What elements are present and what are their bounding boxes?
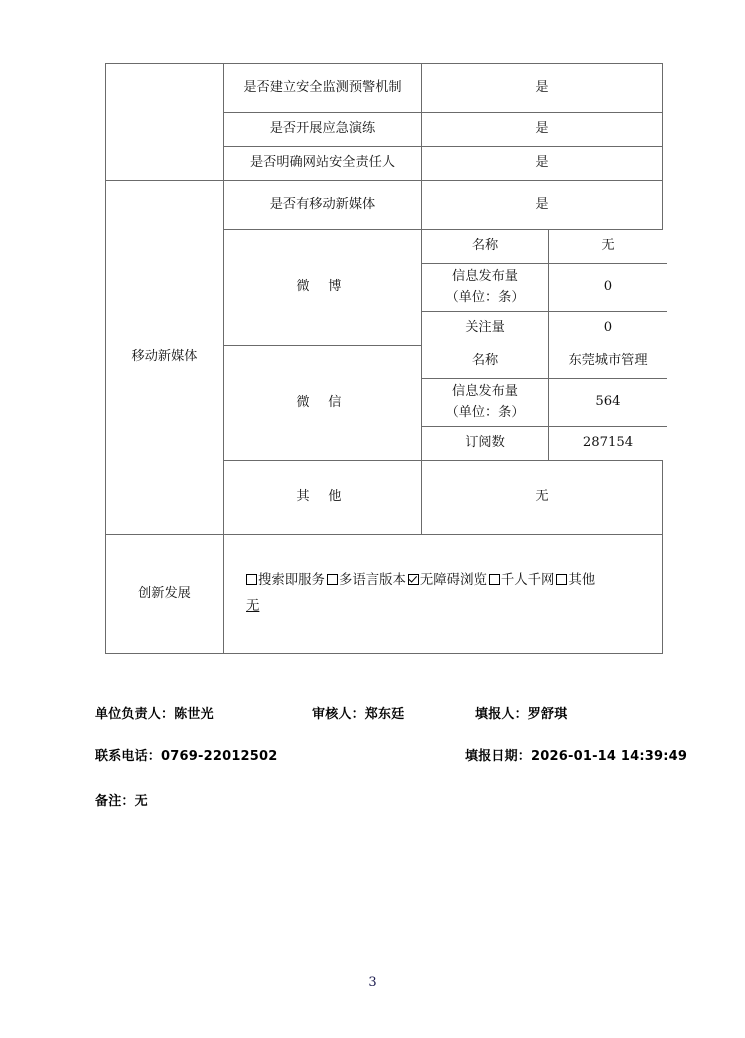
- table-row: [422, 427, 667, 461]
- row-value-security-officer: 是: [422, 147, 663, 181]
- annual-report-table: [105, 63, 663, 654]
- table-row: [106, 64, 663, 113]
- row-label-has-mobile-media: 是否有移动新媒体: [224, 181, 422, 230]
- innovation-other-note: 无: [246, 599, 260, 614]
- weixin-name-value: 东莞城市管理: [549, 345, 668, 379]
- remark-text: 备注：无: [95, 794, 148, 809]
- security-section-blank-cell: [106, 64, 224, 181]
- row-value-security-monitoring: 是: [422, 64, 663, 113]
- row-value-emergency-drill: 是: [422, 113, 663, 147]
- weibo-posts-key: [422, 264, 549, 312]
- row-label-security-officer: 是否明确网站安全责任人: [224, 147, 422, 181]
- innovation-option-other[interactable]: [556, 573, 597, 588]
- weixin-detail-cell: [422, 345, 663, 461]
- innovation-options-list: [224, 568, 662, 620]
- table-row: [422, 312, 667, 346]
- weixin-detail-table: [422, 345, 667, 460]
- checkbox-unchecked-icon[interactable]: [327, 574, 338, 585]
- innovation-options-cell: [224, 535, 663, 654]
- report-date-text: 填报日期：2026-01-14 14:39:49: [465, 749, 688, 764]
- innovation-option-label: 多语言版本: [338, 572, 406, 588]
- innovation-option-label: 其他: [568, 572, 596, 588]
- innovation-option-search-as-service[interactable]: [246, 573, 327, 588]
- innovation-option-accessibility[interactable]: [408, 573, 489, 588]
- weibo-posts-key-line1: 信息发布量: [452, 269, 518, 285]
- unit-leader-text: 单位负责人：陈世光: [95, 707, 214, 722]
- innovation-option-label: 搜索即服务: [258, 572, 325, 588]
- weibo-posts-value: 0: [549, 264, 668, 312]
- weibo-detail-table: [422, 230, 667, 345]
- weixin-posts-key: [422, 379, 549, 427]
- checkbox-unchecked-icon[interactable]: [489, 574, 500, 585]
- checkbox-checked-icon[interactable]: [408, 574, 419, 585]
- row-label-weibo: 微 博: [224, 230, 422, 346]
- weixin-subscribers-value: 287154: [549, 427, 668, 461]
- weibo-posts-key-line2: （单位：条）: [445, 289, 525, 305]
- page-number: 3: [368, 975, 377, 990]
- weibo-followers-value: 0: [549, 312, 668, 346]
- table-row: [422, 379, 667, 427]
- weixin-posts-key-line2: （单位：条）: [445, 404, 525, 420]
- section-label-innovation: 创新发展: [106, 535, 224, 654]
- row-label-other-media: 其 他: [224, 461, 422, 535]
- weixin-posts-key-line1: 信息发布量: [452, 384, 518, 400]
- innovation-option-label: 千人千网: [500, 572, 555, 588]
- row-label-weixin: 微 信: [224, 345, 422, 461]
- weixin-posts-value: 564: [549, 379, 668, 427]
- innovation-option-multilanguage[interactable]: [327, 573, 408, 588]
- table-row: [422, 230, 667, 264]
- row-label-emergency-drill: 是否开展应急演练: [224, 113, 422, 147]
- weibo-name-value: 无: [549, 230, 668, 264]
- auditor-text: 审核人：郑东廷: [312, 707, 405, 722]
- table-row: [106, 181, 663, 230]
- contact-phone-text: 联系电话：0769-22012502: [95, 749, 278, 764]
- table-row: [422, 264, 667, 312]
- row-value-has-mobile-media: 是: [422, 181, 663, 230]
- row-label-security-monitoring: 是否建立安全监测预警机制: [224, 64, 422, 113]
- table-row: [106, 535, 663, 654]
- innovation-option-personalized[interactable]: [489, 573, 557, 588]
- checkbox-unchecked-icon[interactable]: [556, 574, 567, 585]
- section-label-mobile-media: 移动新媒体: [106, 181, 224, 535]
- weixin-subscribers-key: 订阅数: [422, 427, 549, 461]
- weibo-detail-cell: [422, 230, 663, 346]
- checkbox-unchecked-icon[interactable]: [246, 574, 257, 585]
- reporter-text: 填报人：罗舒琪: [475, 707, 568, 722]
- row-value-other-media: 无: [422, 461, 663, 535]
- weibo-followers-key: 关注量: [422, 312, 549, 346]
- weixin-name-key: 名称: [422, 345, 549, 379]
- innovation-option-label: 无障碍浏览: [419, 572, 487, 588]
- table-row: [422, 345, 667, 379]
- weibo-name-key: 名称: [422, 230, 549, 264]
